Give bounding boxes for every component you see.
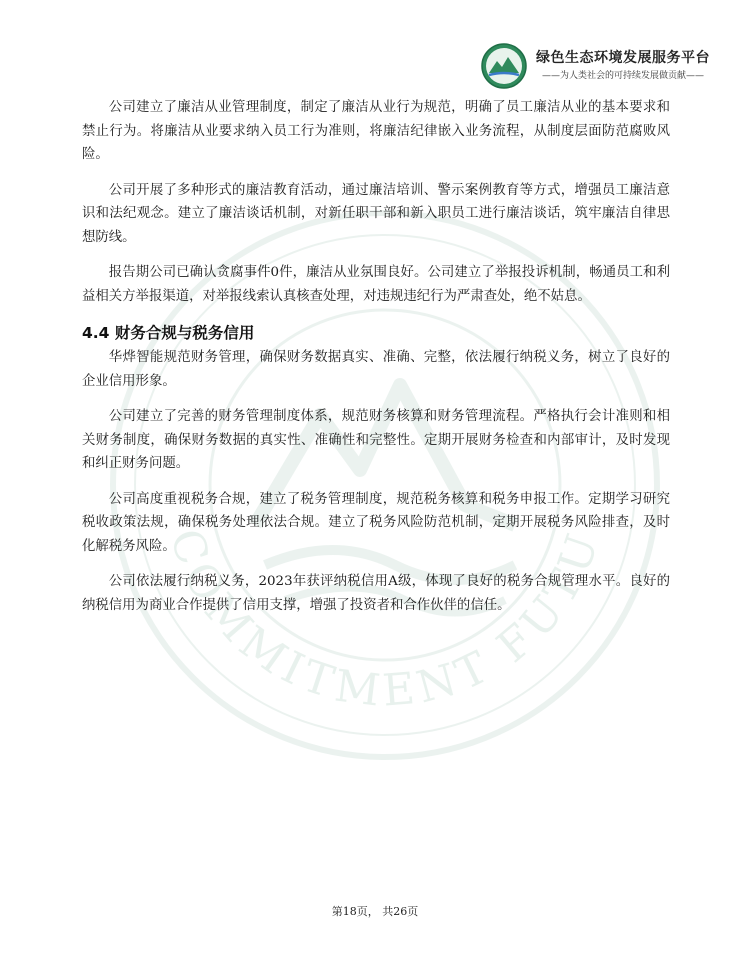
paragraph: 公司依法履行纳税义务，2023年获评纳税信用A级，体现了良好的税务合规管理水平。良好的纳税信用为商业合作提供了信用支撑，增强了投资者和合作伙伴的信任。 bbox=[82, 574, 670, 613]
paragraph: 公司开展了多种形式的廉洁教育活动，通过廉洁培训、警示案例教育等方式，增强员工廉洁意识和法纪观念。建立了廉洁谈话机制，对新任职干部和新入职员工进行廉洁谈话，筑牢廉洁自律思想防线。 bbox=[82, 182, 670, 245]
paragraph: 公司建立了廉洁从业管理制度，制定了廉洁从业行为规范，明确了员工廉洁从业的基本要求和禁止行为。将廉洁从业要求纳入员工行为准则，将廉洁纪律嵌入业务流程，从制度层面防范腐败风险。 bbox=[82, 100, 670, 162]
org-name: 绿色生态环境发展服务平台 bbox=[536, 50, 710, 66]
paragraph: 公司高度重视税务合规，建立了税务管理制度，规范税务核算和税务申报工作。定期学习研究税收政策法规，确保税务处理依法合规。建立了税务风险防范机制，定期开展税务风险排查，及时化解税务风险。 bbox=[82, 491, 670, 554]
paragraph: 华烨智能规范财务管理，确保财务数据真实、准确、完整，依法履行纳税义务，树立了良好的企业信用形象。 bbox=[82, 350, 670, 389]
paragraph: 公司建立了完善的财务管理制度体系，规范财务核算和财务管理流程。严格执行会计准则和相关财务制度，确保财务数据的真实性、准确性和完整性。定期开展财务检查和内部审计，及时发现和纠正财务问题。 bbox=[82, 409, 670, 471]
section-heading: 4.4 财务合规与税务信用 bbox=[82, 324, 255, 342]
page-number: 第18页， 共26页 bbox=[331, 905, 419, 918]
platform-logo bbox=[480, 42, 528, 90]
org-slogan: ——为人类社会的可持续发展做贡献—— bbox=[541, 71, 704, 81]
page-header bbox=[480, 42, 710, 90]
watermark-text: COMMITMENT FUTU bbox=[159, 522, 611, 718]
main-content bbox=[82, 96, 670, 629]
paragraph: 报告期公司已确认贪腐事件0件，廉洁从业氛围良好。公司建立了举报投诉机制，畅通员工和利益相关方举报渠道，对举报线索认真核查处理，对违规违纪行为严肃查处，绝不姑息。 bbox=[82, 265, 670, 304]
